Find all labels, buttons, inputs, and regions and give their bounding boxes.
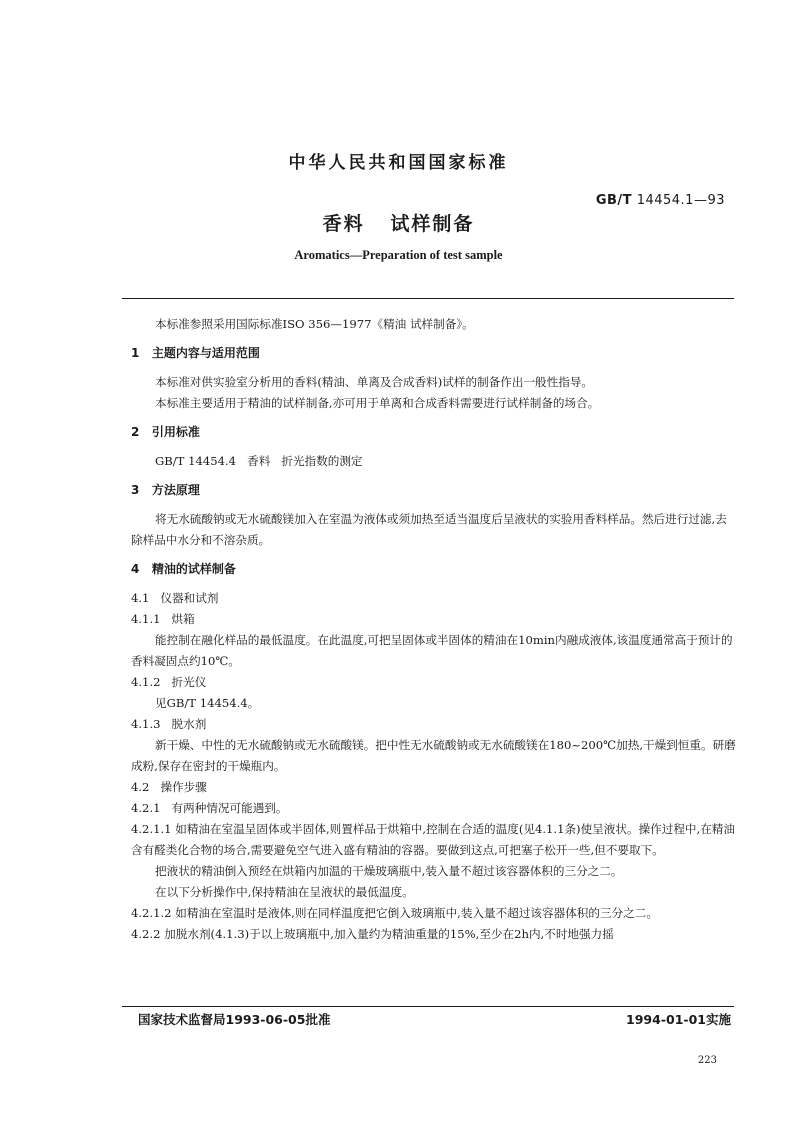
implementation-date: 1994-01-01实施	[626, 1012, 731, 1027]
national-standard-heading: 中华人民共和国国家标准	[288, 153, 509, 173]
clause-4-1-2: 4.1.2 折光仪	[131, 675, 207, 689]
document-title-en: Aromatics—Preparation of test sample	[294, 248, 503, 262]
approval-note: 国家技术监督局1993-06-05批准	[138, 1012, 331, 1027]
clause-4-2-1: 4.2.1 有两种情况可能遇到。	[131, 801, 288, 815]
top-divider	[122, 298, 734, 299]
section-2-reference: GB/T 14454.4 香料 折光指数的测定	[155, 454, 363, 468]
section-1-paragraph-1: 本标准对供实验室分析用的香料(精油、单离及合成香料)试样的制备作出一般性指导。	[155, 375, 594, 389]
clause-4-1-3-text: 新干燥、中性的无水硫酸钠或无水硫酸镁。把中性无水硫酸钠或无水硫酸镁在180~200℃加热,干燥到恒重。研磨成粉,保存在密封的干燥瓶内。	[131, 738, 736, 773]
section-1-heading: 1 主题内容与适用范围	[131, 346, 260, 360]
section-3-heading: 3 方法原理	[131, 483, 200, 497]
clause-4-1-2-text: 见GB/T 14454.4。	[155, 696, 260, 710]
section-1-paragraph-2: 本标准主要适用于精油的试样制备,亦可用于单离和合成香料需要进行试样制备的场合。	[155, 396, 600, 410]
section-3-paragraph: 将无水硫酸钠或无水硫酸镁加入在室温为液体或须加热至适当温度后呈液状的实验用香料样品。然后进行过滤,去除样品中水分和不溶杂质。	[131, 512, 727, 547]
standard-code-prefix: GB/T	[595, 193, 633, 208]
page-number: 223	[697, 1055, 717, 1066]
bottom-divider	[122, 1006, 734, 1007]
clause-4-2-2: 4.2.2 加脱水剂(4.1.3)于以上玻璃瓶中,加入量约为精油重量的15%,至少在2h内,不时地强力摇	[131, 927, 614, 941]
clause-4-1: 4.1 仪器和试剂	[131, 591, 219, 605]
document-body	[131, 314, 737, 945]
clause-4-2-1-1-paragraph-3: 在以下分析操作中,保持精油在呈液状的最低温度。	[155, 885, 414, 899]
clause-4-1-3: 4.1.3 脱水剂	[131, 717, 207, 731]
standard-code	[596, 193, 725, 208]
clause-4-2-1-1: 4.2.1.1 如精油在室温呈固体或半固体,则置样品于烘箱中,控制在合适的温度(见4.1.1条)使呈液状。操作过程中,在精油含有醛类化合物的场合,需要避免空气进入盛有精油的容器。要做到这点,可把塞子松开一些,但不要取下。	[131, 822, 735, 857]
document-title-cn: 香料 试样制备	[322, 213, 475, 235]
section-4-heading: 4 精油的试样制备	[131, 562, 236, 576]
standard-code-number: 14454.1—93	[636, 193, 725, 208]
intro-paragraph: 本标准参照采用国际标准ISO 356—1977《精油 试样制备》。	[155, 317, 474, 331]
clause-4-2: 4.2 操作步骤	[131, 780, 207, 794]
clause-4-2-1-2: 4.2.1.2 如精油在室温时是液体,则在同样温度把它倒入玻璃瓶中,装入量不超过该容器体积的三分之二。	[131, 906, 658, 920]
clause-4-1-1-text: 能控制在融化样品的最低温度。在此温度,可把呈固体或半固体的精油在10min内融成液体,该温度通常高于预计的香料凝固点约10℃。	[131, 633, 733, 668]
clause-4-1-1: 4.1.1 烘箱	[131, 612, 195, 626]
clause-4-2-1-1-paragraph-2: 把液状的精油倒入预经在烘箱内加温的干燥玻璃瓶中,装入量不超过该容器体积的三分之二。	[155, 864, 623, 878]
section-2-heading: 2 引用标准	[131, 425, 200, 439]
